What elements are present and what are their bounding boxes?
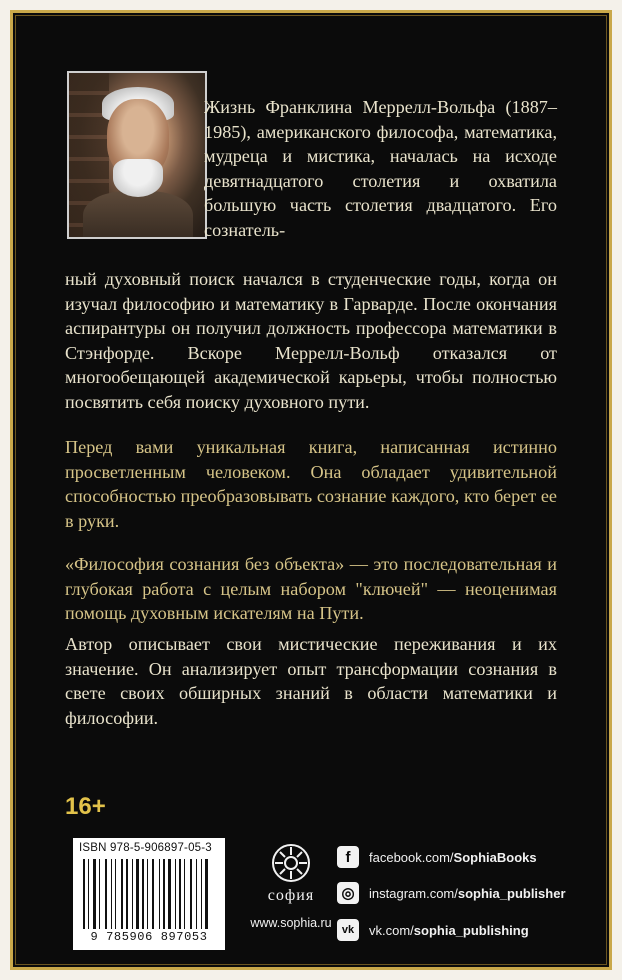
portrait-beard — [113, 159, 163, 197]
social-prefix: facebook.com/ — [369, 849, 454, 865]
publisher-logo — [243, 843, 339, 930]
barcode-bar — [99, 859, 100, 929]
social-prefix: instagram.com/ — [369, 885, 458, 901]
instagram-link[interactable] — [337, 882, 566, 904]
barcode-bar — [132, 859, 133, 929]
author-content-paragraph: Автор описывает свои мистические переживания и их значение. Он анализирует опыт трансформации сознания в свете своих обширных знаний в области математики и философии. — [65, 634, 557, 728]
barcode-bar — [196, 859, 197, 929]
vk-link[interactable] — [337, 919, 529, 941]
barcode-bar — [201, 859, 202, 929]
publisher-website[interactable]: www.sophia.ru — [250, 916, 332, 930]
instagram-icon: ◎ — [337, 882, 359, 904]
sophia-emblem-icon — [271, 843, 311, 883]
social-prefix: vk.com/ — [369, 922, 414, 938]
barcode — [73, 838, 225, 950]
barcode-bar — [83, 859, 85, 929]
barcode-bar — [163, 859, 165, 929]
publisher-name: софия — [267, 887, 315, 904]
barcode-bar — [111, 859, 112, 929]
barcode-bar — [126, 859, 128, 929]
barcode-bar — [184, 859, 185, 929]
vk-icon: vk — [337, 919, 359, 941]
social-handle: sophia_publishing — [413, 922, 529, 938]
barcode-bar — [105, 859, 107, 929]
social-handle: SophiaBooks — [453, 849, 537, 865]
barcode-bar — [159, 859, 160, 929]
facebook-icon: f — [337, 846, 359, 868]
barcode-bar — [190, 859, 192, 929]
book-back-cover — [10, 10, 612, 970]
barcode-bar — [179, 859, 181, 929]
barcode-bar — [93, 859, 96, 929]
barcode-bar — [168, 859, 171, 929]
barcode-bar — [205, 859, 208, 929]
barcode-bar — [121, 859, 123, 929]
author-bio-paragraph-top: Жизнь Франклина Меррелл-Вольфа (1887–1985), американского философа, математика, мудреца и мистика, началась на исходе девятнадцатого столетия и охватила большую часть столетия двадцатого. Его сознатель- — [204, 97, 557, 240]
age-rating-badge: 16+ — [65, 793, 106, 820]
book-title-paragraph: «Философия сознания без объекта» — это последовательная и глубокая работа с целым набором "ключей" — неоценимая помощь духовным искателям на Пути. — [65, 554, 557, 623]
isbn-label: ISBN 978-5-906897-05-3 — [79, 842, 212, 854]
barcode-bar — [115, 859, 116, 929]
author-portrait — [67, 71, 207, 239]
author-bio-paragraph-bottom: ный духовный поиск начался в студенческие годы, когда он изучал философию и математику в Гарварде. После окончания аспирантуры он получил должность профессора математики в Стэнфорде. Вскоре Меррелл-Вольф отказался от многообещающей академической карьеры, чтобы полностью посвятить себя поиску духовного пути. — [65, 269, 557, 412]
social-handle: sophia_publisher — [457, 885, 566, 901]
barcode-bar — [147, 859, 148, 929]
barcode-bars — [83, 859, 215, 929]
barcode-number: 9 785906 897053 — [90, 930, 208, 944]
book-description-paragraph: Перед вами уникальная книга, написанная истинно просветленным человеком. Она обладает удивительной способностью преобразовывать сознание каждого, кто берет ее в руки. — [65, 437, 557, 531]
facebook-link[interactable] — [337, 846, 537, 868]
barcode-bar — [152, 859, 154, 929]
barcode-bar — [142, 859, 144, 929]
barcode-bar — [175, 859, 176, 929]
barcode-bar — [136, 859, 139, 929]
portrait-body — [83, 191, 193, 239]
barcode-bar — [88, 859, 89, 929]
